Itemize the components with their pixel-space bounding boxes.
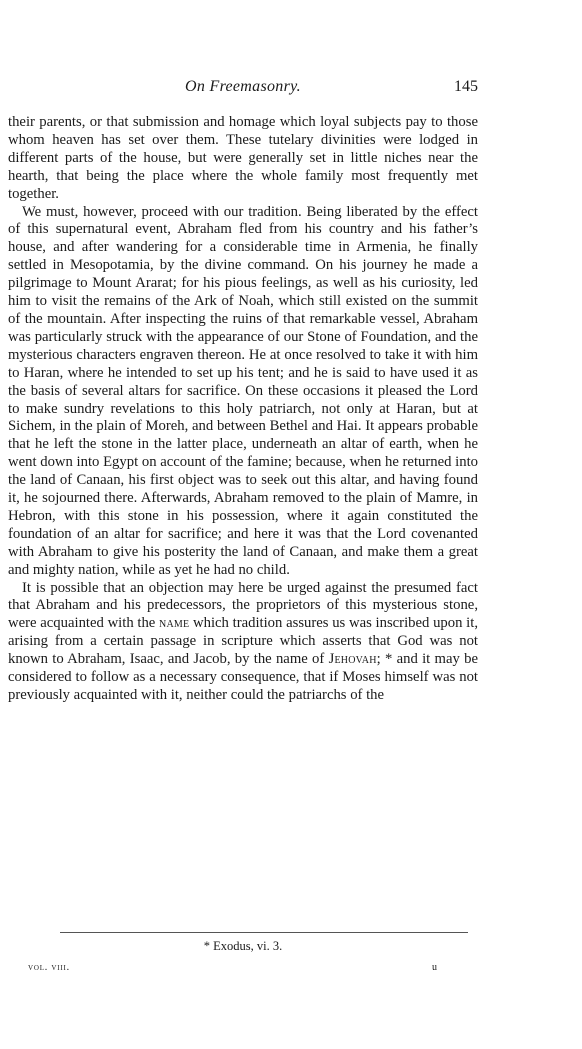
running-title: On Freemasonry. — [185, 78, 301, 95]
body-text — [8, 114, 478, 705]
paragraph-tradition: We must, however, proceed with our tradition. Being liberated by the effect of this supernatural event, Abraham fled from his country and his father’s house, and after wandering for a considerable time in Armenia, he finally settled in Mesopotamia, by the divine command. On his journey he made a pilgrimage to Mount Ararat; for his pious feelings, as well as his curiosity, led him to visit the remains of the Ark of Noah, which still existed on the summit of the mountain. After inspecting the ruins of that remarkable vessel, Abraham was particularly struck with the appearance of our Stone of Foundation, and the mysterious characters engraven thereon. He at once resolved to take it with him to Haran, where he intended to set up his tent; and he is said to have used it as the basis of several altars for sacrifice. On these occasions it pleased the Lord to make sundry revelations to this holy patriarch, not only at Haran, but at Sichem, in the plain of Moreh, and between Bethel and Hai. It appears probable that he left the stone in the latter place, underneath an altar of earth, when he went down into Egypt on account of the famine; because, when he returned into the land of Canaan, his first object was to seek out this altar, and having found it, he sojourned there. Afterwards, Abraham removed to the plain of Mamre, in Hebron, with this stone in his possession, where it again constituted the foundation of an altar for sacrifice; and here it was that the Lord covenanted with Abraham to give his posterity the land of Canaan, and make them a great and mighty nation, while as yet he had no child. — [8, 203, 478, 578]
paragraph-objection — [8, 580, 478, 705]
paragraph-objection-text-2: which tradition assures us was inscribed upon it, arising from a certain passage in scripture which asserts that God was not known to Abraham, Isaac, and Jacob, by the name of — [8, 615, 478, 668]
paragraph-objection-text-3: ; * and it may be considered to follow as a necessary consequence, that if Moses himself was not previously acquainted with it, neither could the patriarchs of the — [8, 651, 478, 703]
signature-mark: u — [432, 962, 437, 973]
page-number: 145 — [454, 78, 478, 95]
paragraph-continuation: their parents, or that submission and homage which loyal subjects pay to those whom heaven has set over them. These tutelary divinities were lodged in different parts of the house, but were generally set in little niches near the hearth, that being the place where the whole family most frequently met together. — [8, 114, 478, 202]
page-header — [8, 78, 478, 100]
small-caps-jehovah: Jehovah — [328, 651, 377, 668]
volume-signature: vol. viii. — [28, 962, 70, 973]
paragraph-objection-text-1: It is possible that an objection may here be urged against the presumed fact that Abraham and his predecessors, the proprietors of this mysterious stone, were acquainted with the — [8, 579, 478, 632]
small-caps-name: name — [159, 615, 190, 632]
footnote: * Exodus, vi. 3. — [203, 939, 283, 953]
footnote-rule — [60, 932, 468, 933]
